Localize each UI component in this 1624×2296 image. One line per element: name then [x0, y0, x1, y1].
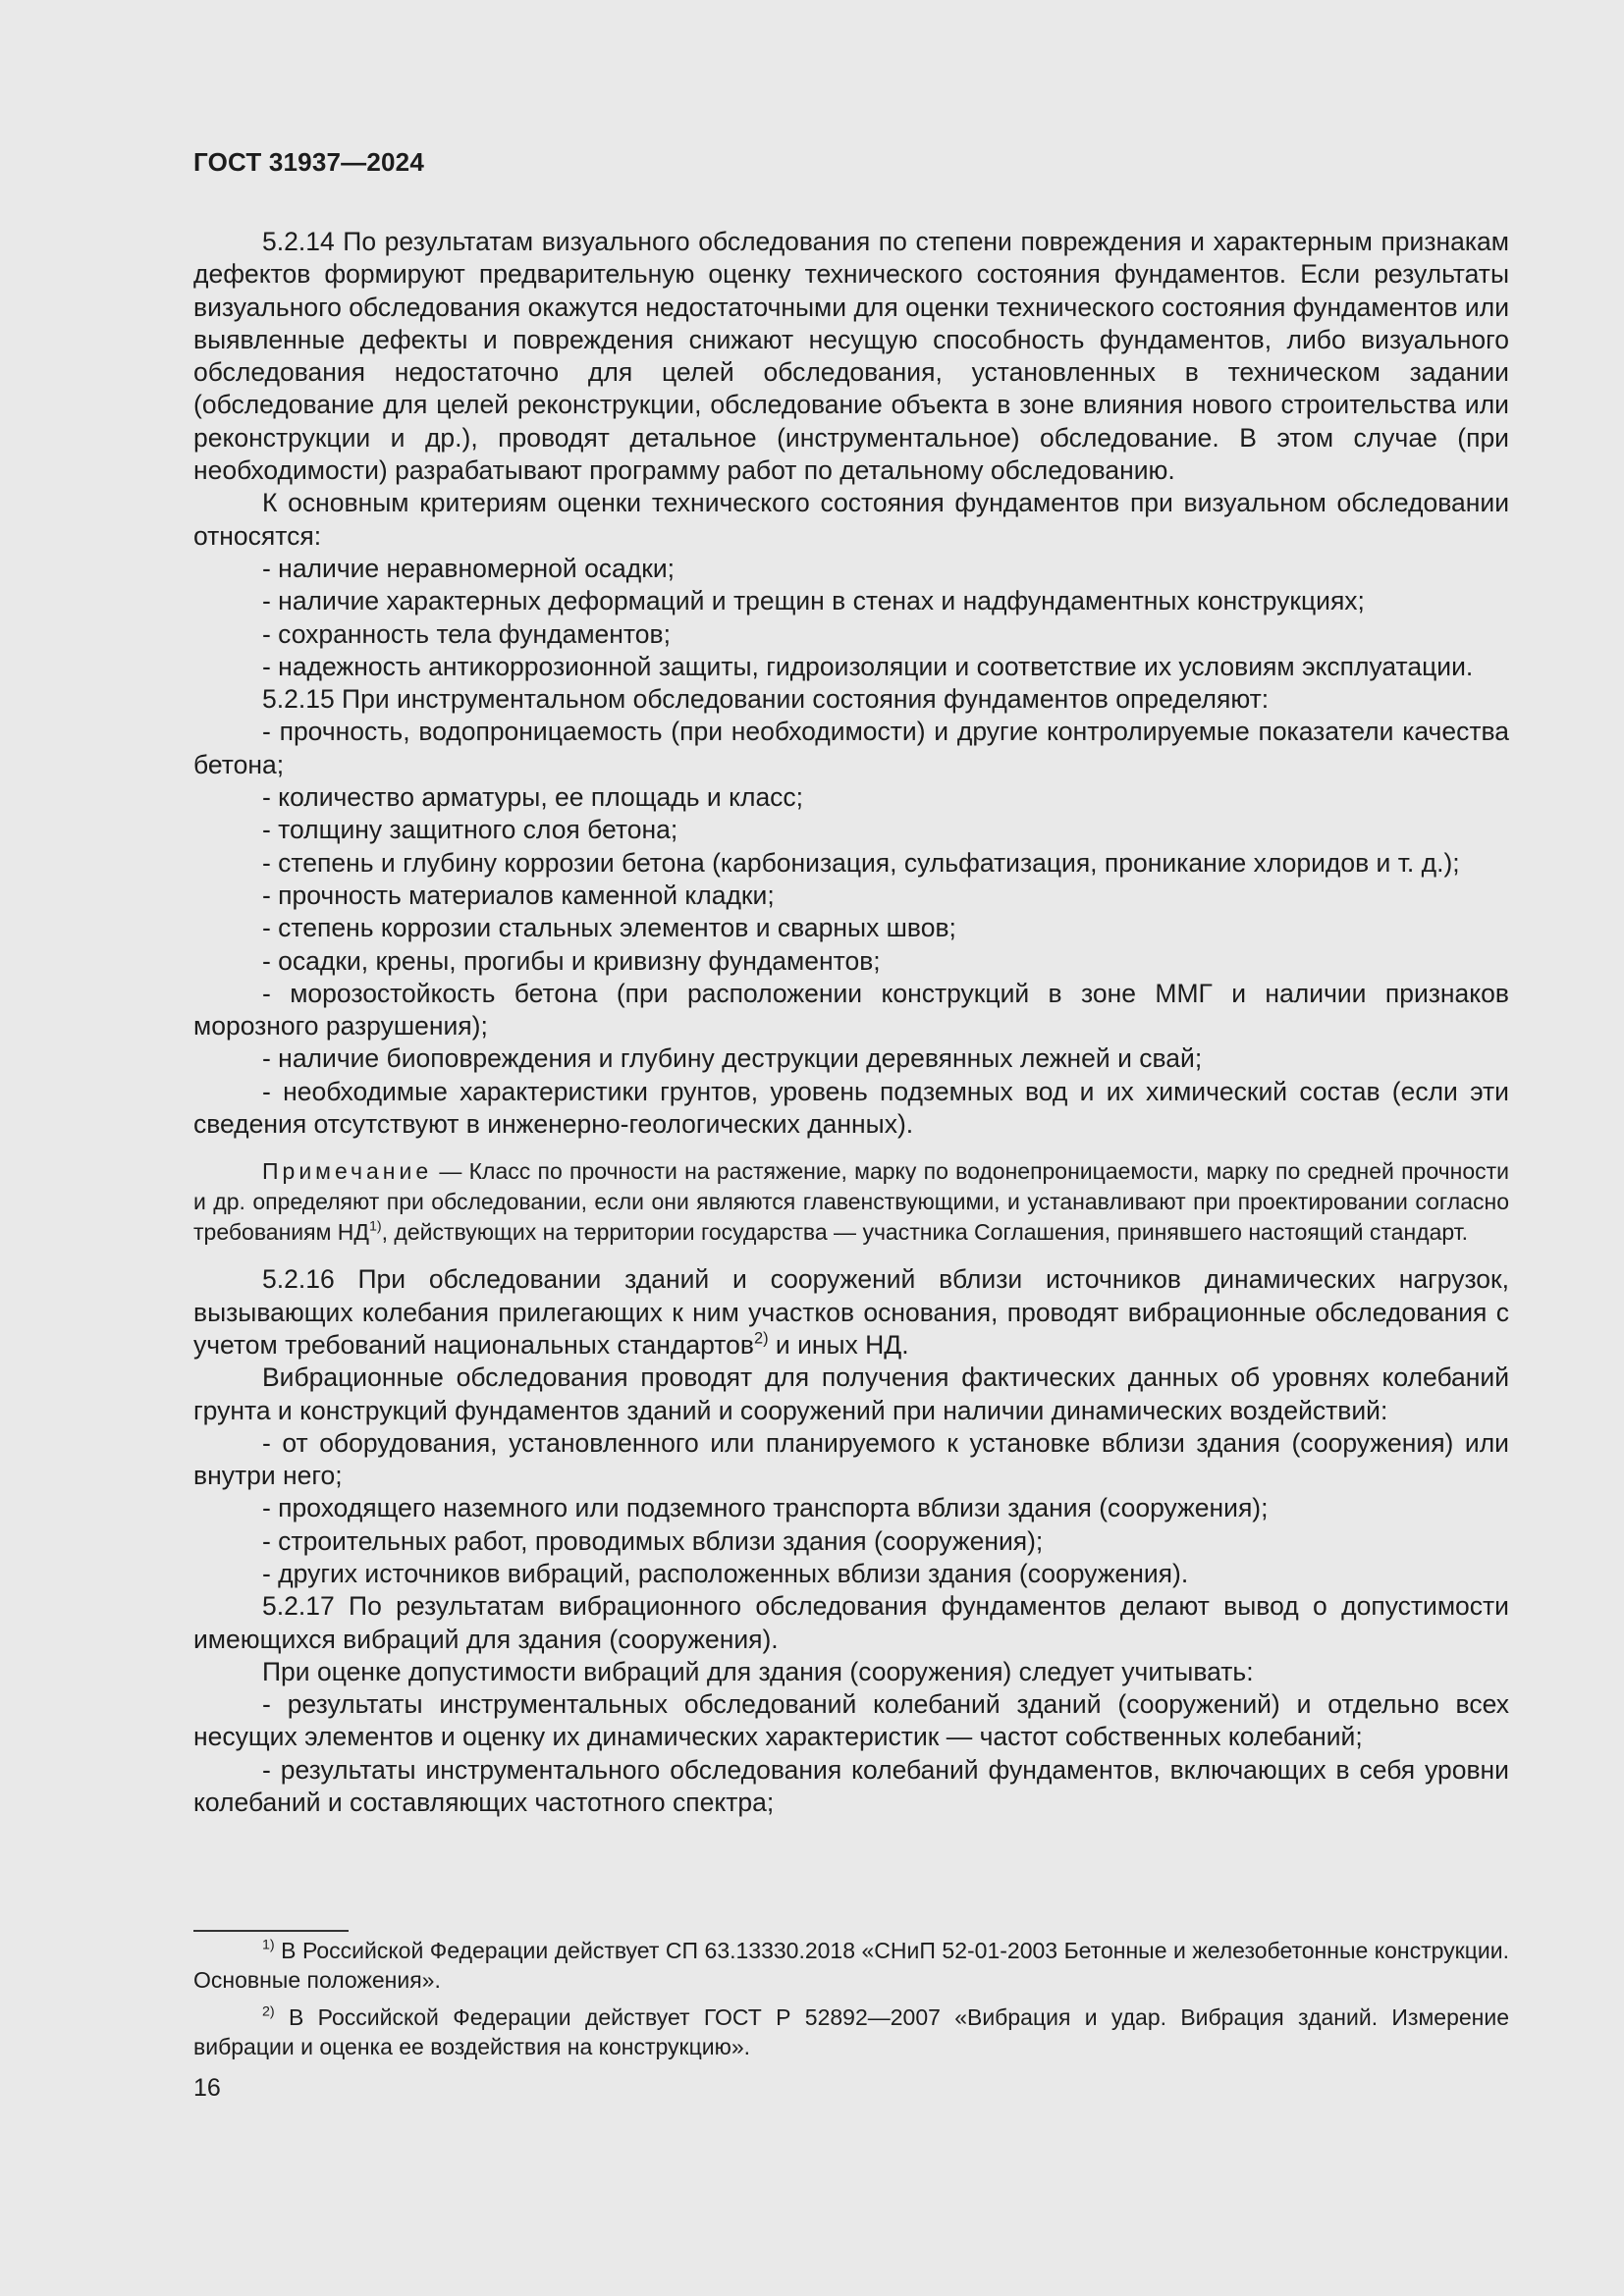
note-block [193, 1156, 1509, 1248]
list-item: - наличие характерных деформаций и трещин в стенах и надфундаментных конструкциях; [262, 586, 1365, 616]
paragraph-5-2-16 [193, 1263, 1509, 1362]
list-item: - необходимые характеристики грунтов, уровень подземных вод и их химический состав (если эти сведения отсутствуют в инженерно-геологических данных). [193, 1076, 1509, 1140]
list-item: - других источников вибраций, расположенных вблизи здания (сооружения). [262, 1558, 1189, 1588]
paragraph-criteria-intro: К основным критериям оценки технического состояния фундаментов при визуальном обследовании относятся: [193, 488, 1509, 551]
paragraph-text: 5.2.16 При обследовании зданий и сооружений вблизи источников динамических нагрузок, вызывающих колебания прилегающих к ним участков основания, проводят вибрационные обследования с учетом требований национальных стандартов [193, 1264, 1509, 1360]
list-item: - от оборудования, установленного или планируемого к установке вблизи здания (сооружения) или внутри него; [193, 1427, 1509, 1491]
list-item: - прочность, водопроницаемость (при необходимости) и другие контролируемые показатели качества бетона; [193, 717, 1509, 779]
note-text: — Класс по прочности на растяжение, марку по водонепроницаемости, марку по средней прочности и др. определяют при обследовании, если они являются главенствующими, и устанавливают при проектировании согласно требованиям НД [193, 1158, 1509, 1246]
list-item: - морозостойкость бетона (при расположении конструкций в зоне ММГ и наличии признаков морозного разрушения); [193, 978, 1509, 1041]
footnote-2 [193, 2002, 1509, 2061]
footnote-text: В Российской Федерации действует ГОСТ Р 52892—2007 «Вибрация и удар. Вибрация зданий. Измерение вибрации и оценка ее воздействия на конструкцию». [193, 2004, 1509, 2059]
paragraph-text-end: и иных НД. [768, 1329, 909, 1360]
list-item: - степень и глубину коррозии бетона (карбонизация, сульфатизация, проникание хлоридов и т. д.); [262, 847, 1460, 878]
footnote-text: В Российской Федерации действует СП 63.13330.2018 «СНиП 52-01-2003 Бетонные и железобетонные конструкции. Основные положения». [193, 1938, 1509, 1993]
paragraph-vibration-intro: Вибрационные обследования проводят для получения фактических данных об уровнях колебаний грунта и конструкций фундаментов зданий и сооружений при наличии динамических воздействий: [193, 1362, 1509, 1425]
note-label: Примечание [262, 1158, 433, 1185]
list-item: - степень коррозии стальных элементов и сварных швов; [262, 913, 956, 943]
list-item: - осадки, крены, прогибы и кривизну фундаментов; [262, 945, 881, 976]
document-header: ГОСТ 31937—2024 [193, 147, 424, 177]
list-item: - наличие неравномерной осадки; [262, 553, 676, 583]
list-item: - результаты инструментального обследования колебаний фундаментов, включающих в себя уровни колебаний и составляющих частотного спектра; [193, 1754, 1509, 1818]
list-item: - надежность антикоррозионной защиты, гидроизоляции и соответствие их условиям эксплуатации. [262, 651, 1474, 681]
paragraph-5-2-14: 5.2.14 По результатам визуального обследования по степени повреждения и характерным признакам дефектов формируют предварительную оценку технического состояния фундаментов. Если результаты визуального обследования окажутся недостаточными для оценки технического состояния фундаментов или выявленные дефекты и повреждения снижают несущую способность фундаментов, либо визуального обследования недостаточно для целей обследования, установленных в техническом задании (обследование для целей реконструкции, обследование объекта в зоне влияния нового строительства или реконструкции и др.), проводят детальное (инструментальное) обследование. В этом случае (при необходимости) разрабатывают программу работ по детальному обследованию. [193, 227, 1509, 486]
note-text-end: , действующих на территории государства — участника Соглашения, принявшего настоящий стандарт. [381, 1219, 1469, 1246]
footnote-ref-1: 1) [368, 1219, 382, 1236]
list-item: - проходящего наземного или подземного транспорта вблизи здания (сооружения); [262, 1493, 1269, 1523]
document-body [193, 226, 1509, 1819]
footnotes [193, 1936, 1509, 2069]
page-number: 16 [193, 2074, 221, 2102]
list-item: - результаты инструментальных обследований колебаний зданий (сооружений) и отдельно всех несущих элементов и оценку их динамических характеристик — частот собственных колебаний; [193, 1689, 1509, 1752]
paragraph-assessment-intro: При оценке допустимости вибраций для здания (сооружения) следует учитывать: [262, 1656, 1254, 1686]
list-item: - сохранность тела фундаментов; [262, 618, 671, 649]
list-item: - прочность материалов каменной кладки; [262, 880, 775, 910]
footnote-ref-2: 2) [753, 1329, 769, 1348]
footnote-mark: 1) [262, 1937, 275, 1953]
list-item: - количество арматуры, ее площадь и класс; [262, 782, 804, 813]
footnote-divider [193, 1930, 349, 1932]
paragraph-5-2-15: 5.2.15 При инструментальном обследовании состояния фундаментов определяют: [262, 684, 1270, 715]
paragraph-5-2-17: 5.2.17 По результатам вибрационного обследования фундаментов делают вывод о допустимости имеющихся вибраций для здания (сооружения). [193, 1591, 1509, 1654]
list-item: - наличие биоповреждения и глубину деструкции деревянных лежней и свай; [262, 1043, 1203, 1074]
list-item: - толщину защитного слоя бетона; [262, 815, 678, 845]
footnote-1 [193, 1936, 1509, 1995]
list-item: - строительных работ, проводимых вблизи здания (сооружения); [262, 1525, 1044, 1556]
footnote-mark: 2) [262, 2003, 275, 2020]
